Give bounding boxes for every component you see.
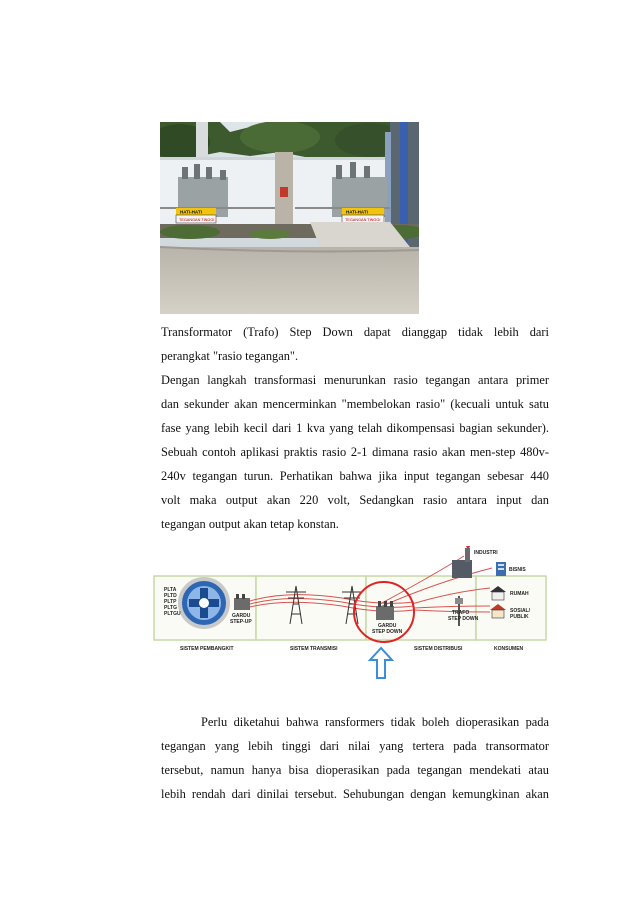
text-line: Dengan langkah transformasi menurunkan rasio tegangan antara primer: [161, 373, 549, 387]
power-distribution-svg: [152, 546, 549, 682]
svg-text:INDUSTRI: INDUSTRI: [474, 550, 498, 556]
svg-text:RUMAH: RUMAH: [510, 591, 529, 597]
plant-label-pltd: PLTD: [164, 593, 177, 599]
plant-label-pltgu: PLTGU: [164, 611, 181, 617]
section-label-pembangkit: SISTEM PEMBANGKIT: [180, 646, 234, 652]
plant-label-pltp: PLTP: [164, 599, 177, 605]
text-line: volt maka output akan 220 volt, Sedangkan rasio antara input dan: [161, 493, 549, 507]
substation-photo-image: [160, 122, 419, 314]
text-line: lebih rendah dari dinilai tersebut. Sehubungan dengan kemungkinan akan: [161, 787, 549, 801]
text-line: fase yang lebih kecil dari 1 kva yang telah dikompensasi bagian sekunder).: [161, 421, 549, 435]
text-line: tegangan yang lebih tinggi dari nilai yang tertera pada transormator: [161, 739, 549, 753]
svg-text:STEP DOWN: STEP DOWN: [448, 616, 479, 622]
text-line: Transformator (Trafo) Step Down dapat dianggap tidak lebih dari: [161, 325, 549, 339]
warning-sign-left: [176, 208, 216, 223]
svg-text:STEP-UP: STEP-UP: [230, 619, 252, 625]
text-line: perangkat "rasio tegangan".: [161, 349, 299, 363]
power-distribution-diagram: [152, 546, 549, 682]
text-line: dan sekunder akan mencerminkan "membelokan rasio" (kecuali untuk satu: [161, 397, 549, 411]
text-line: 240v tegangan turun. Perhatikan bahwa jika input tegangan sebesar 440: [161, 469, 549, 483]
section-label-transmisi: SISTEM TRANSMISI: [290, 646, 338, 652]
svg-text:BISNIS: BISNIS: [509, 567, 526, 573]
svg-text:TRAFO: TRAFO: [452, 610, 470, 616]
gardu-stepdown-icon: [376, 601, 394, 620]
svg-text:HATI-HATI: HATI-HATI: [346, 209, 368, 215]
section-box-transmisi: [256, 576, 366, 640]
svg-text:TEGANGAN TINGGI: TEGANGAN TINGGI: [179, 218, 215, 222]
bisnis-icon: [496, 562, 506, 576]
industri-icon: [452, 546, 472, 578]
text-line: tegangan output akan tetap konstan.: [161, 517, 339, 531]
svg-text:GARDU: GARDU: [232, 613, 251, 619]
generator-icon: [180, 579, 228, 627]
paragraph-transformer-ratio: [161, 320, 549, 536]
text-line: tersebut, namun hanya bisa dioperasikan pada tegangan mendekati atau: [161, 763, 549, 777]
plant-label-pltg: PLTG: [164, 605, 177, 611]
section-label-distribusi: SISTEM DISTRIBUSI: [414, 646, 463, 652]
svg-text:SOSIAL/: SOSIAL/: [510, 608, 531, 614]
svg-text:GARDU: GARDU: [378, 623, 397, 629]
svg-text:PUBLIK: PUBLIK: [510, 614, 529, 620]
paragraph-transformer-operation: [161, 710, 549, 806]
svg-text:HATI-HATI: HATI-HATI: [180, 209, 202, 215]
section-label-konsumen: KONSUMEN: [494, 646, 524, 652]
text-line: Perlu diketahui bahwa ransformers tidak boleh dioperasikan pada: [201, 715, 549, 729]
plant-label-plta: PLTA: [164, 587, 177, 593]
arrow-up-icon: [370, 648, 392, 678]
svg-text:STEP DOWN: STEP DOWN: [372, 629, 403, 635]
text-line: Sebuah contoh aplikasi praktis rasio 2-1 dimana rasio akan men-step 480v-: [161, 445, 549, 459]
warning-sign-right: [342, 208, 384, 223]
svg-text:TEGANGAN TINGGI: TEGANGAN TINGGI: [345, 218, 381, 222]
substation-photo: [160, 122, 419, 314]
